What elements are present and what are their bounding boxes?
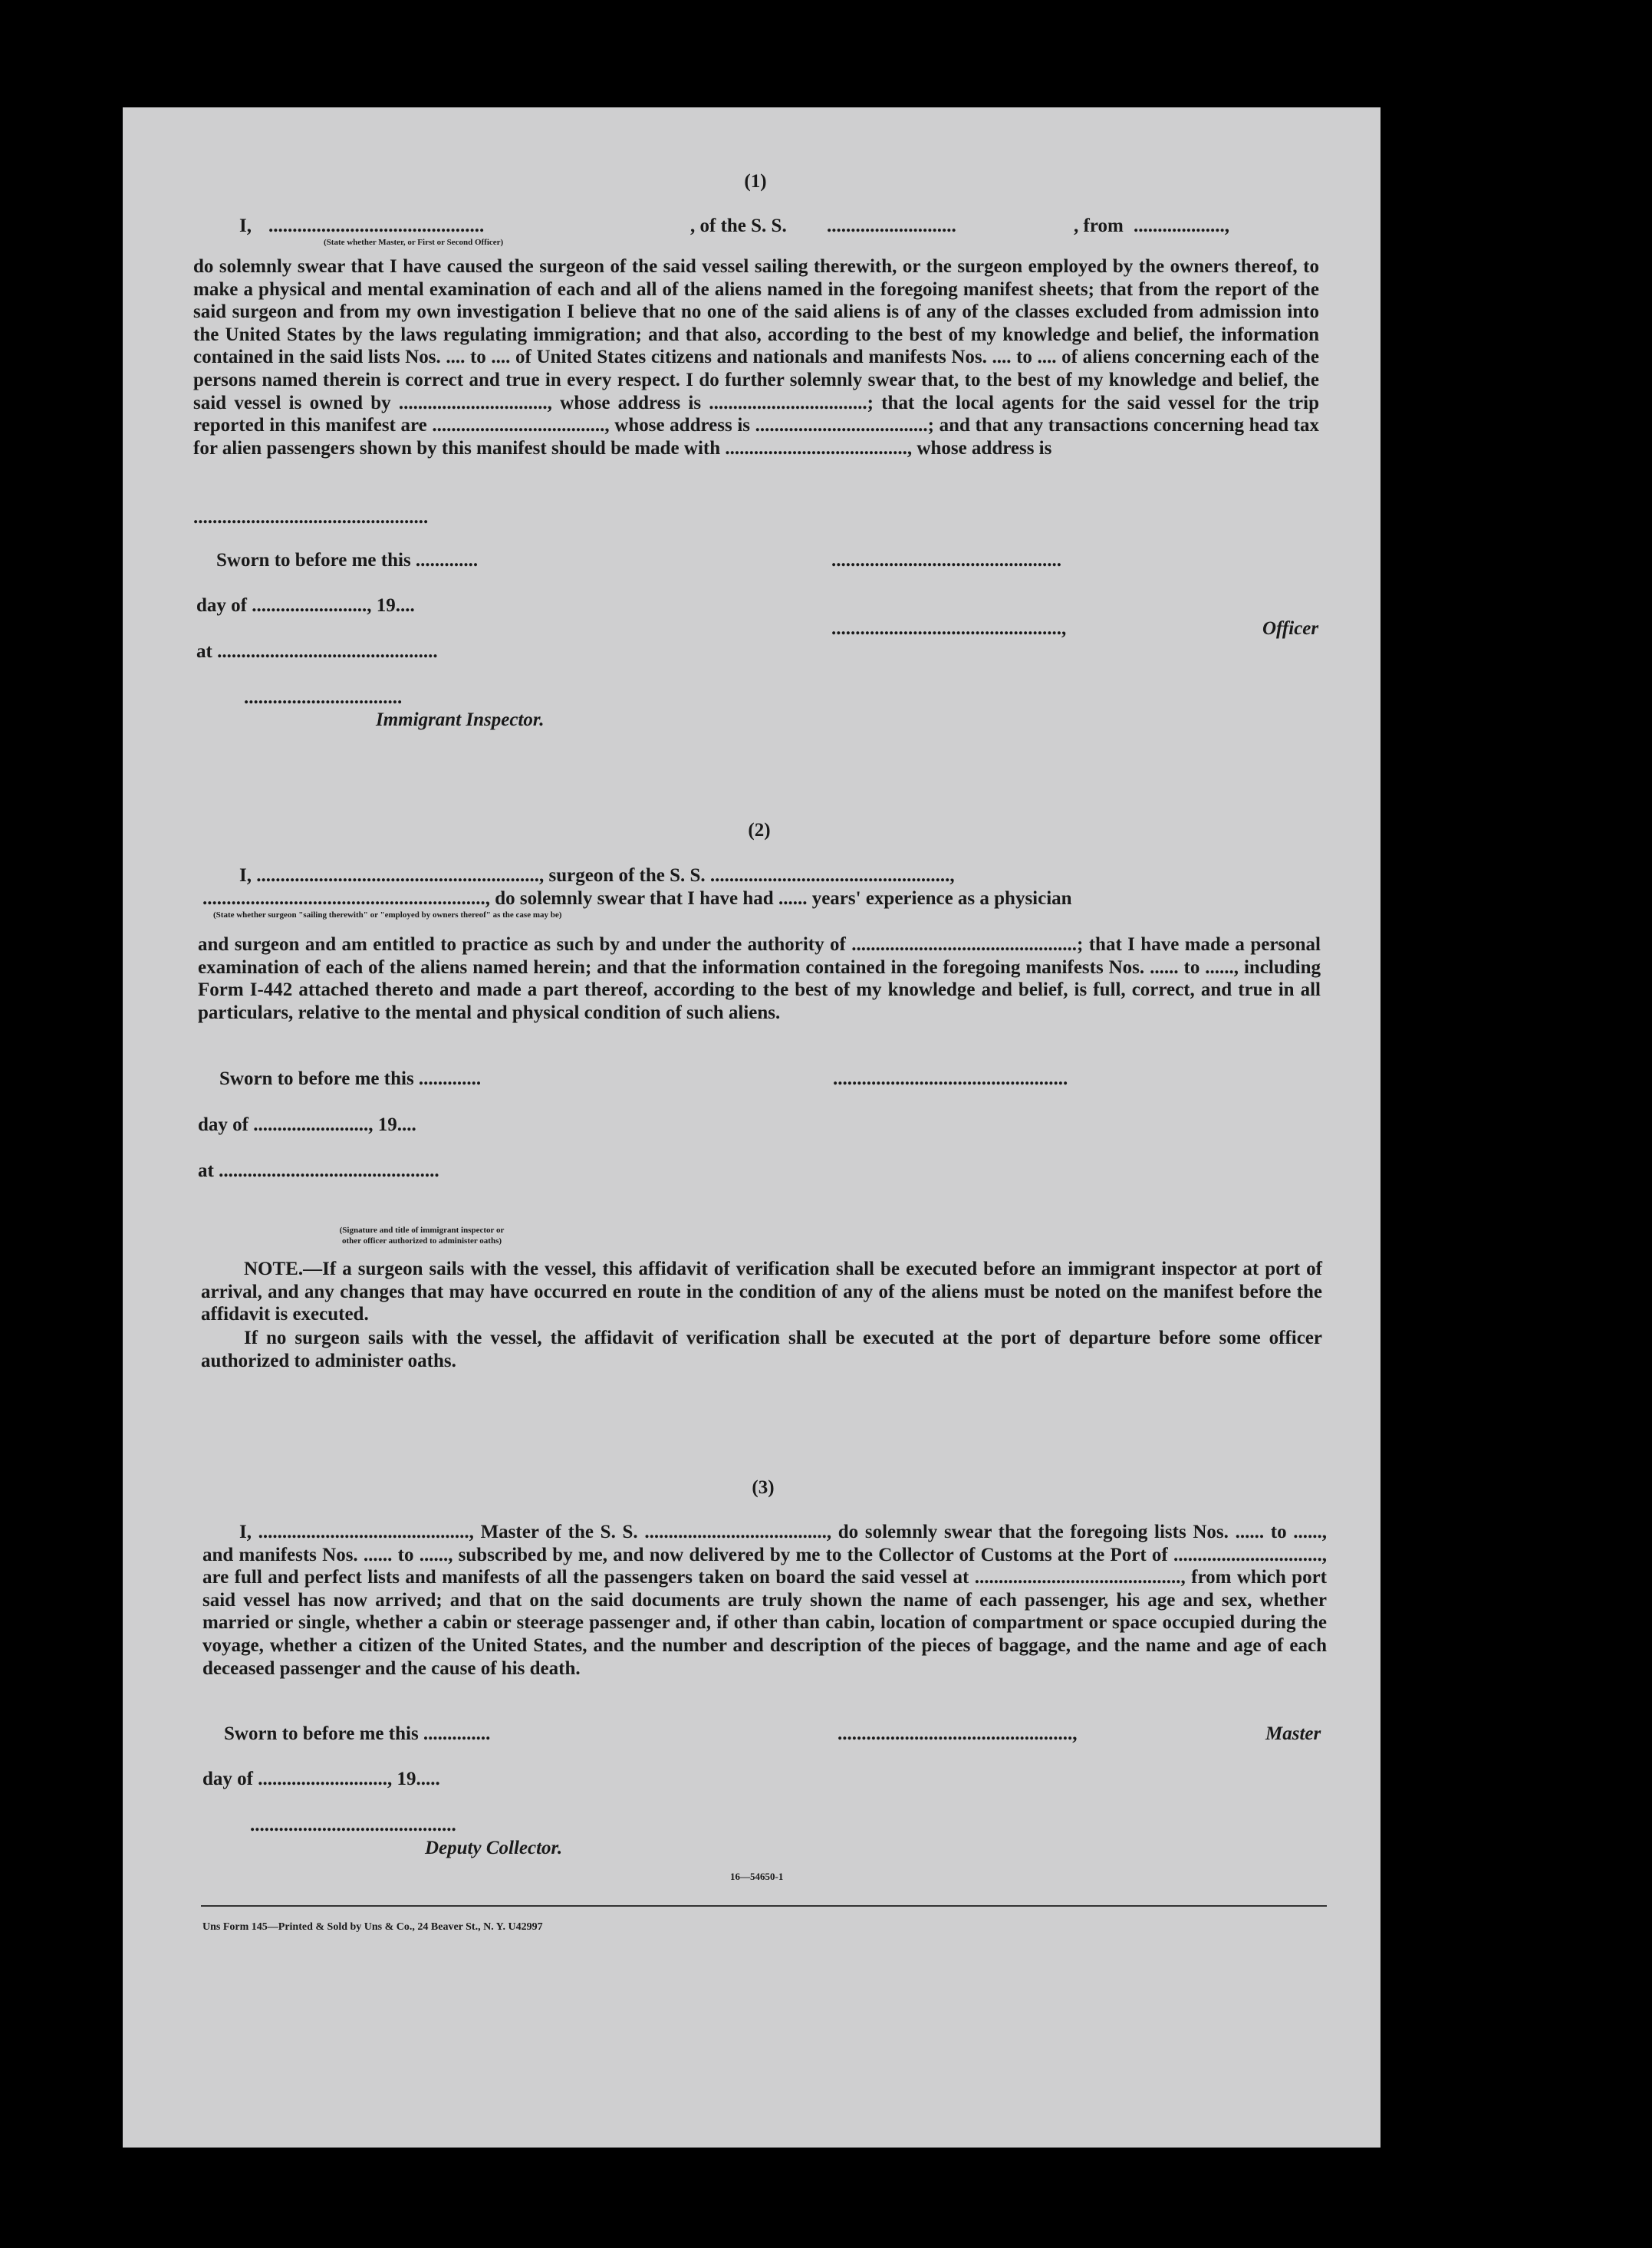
s2-inspector-note-1: (Signature and title of immigrant inspector or [339,1226,505,1235]
s1-line1-dots3: ..................., [1134,216,1229,236]
s2-note: NOTE.—If a surgeon sails with the vessel, this affidavit of verification shall be executed before an immigrant inspector at port of arrival, and any changes that may have occurred en route in the condition of any of the aliens must be noted on the manifest before the affidavit is executed. [201,1259,1322,1325]
s3-day: day of ..........................., 19..... [202,1769,440,1789]
s2-sworn: Sworn to before me this ............. [219,1068,482,1089]
s1-line1-dots2: ........................... [827,216,956,236]
punch-mark [1462,974,1483,982]
s1-body-tail: ................................................. [193,507,429,528]
s1-body: do solemnly swear that I have caused the surgeon of the said vessel sailing therewith, or the surgeon employed by the owners thereof, to make a physical and mental examination of each and all of the aliens named in the foregoing manifest sheets; that from the report of the said surgeon and from my own investigation I believe that no one of the said aliens is of any of the classes excluded from admission into the United States by the laws regulating immigration; and that also, according to the best of my knowledge and belief, the information contained in the said lists Nos. .... to .... of United States citizens and nationals and manifests Nos. .... to .... of aliens concerning each of the persons named therein is correct and true in every respect. I do further solemnly swear that, to the best of my knowledge and belief, the said vessel is owned by ..............................., whose address is .................................; that the local agents for the said vessel for the trip reported in this manifest are ...................................., whose address is ....................................; and that any transactions concerning head tax for alien passengers shown by this manifest should be made with ......................................, whose address is [193,256,1319,459]
section-3-heading: (3) [752,1477,775,1498]
binder-hole [1430,648,1465,683]
s1-day: day of ........................, 19.... [196,595,415,616]
punch-mark [1462,1279,1483,1288]
s2-note-2: If no surgeon sails with the vessel, the affidavit of verification shall be executed at the port of departure before some officer authorized to administer oaths. [201,1328,1322,1371]
s2-day: day of ........................, 19.... [198,1114,416,1135]
section-1-heading: (1) [744,171,767,192]
s1-line1-i: I, [239,216,252,236]
printer-footer: Uns Form 145—Printed & Sold by Uns & Co., 24 Beaver St., N. Y. U42997 [202,1921,543,1933]
s1-line1-ss: , of the S. S. [690,216,787,236]
s1-inspector-label: Immigrant Inspector. [376,709,545,730]
s2-line2-note: (State whether surgeon "sailing therewith" or "employed by owners thereof" as the case may be) [213,910,562,920]
binder-hole [1430,1451,1465,1486]
section-2-heading: (2) [748,820,771,841]
s1-at: at .............................................. [196,641,438,662]
form-code: 16—54650-1 [730,1871,784,1882]
s1-officer-label: Officer [1262,618,1319,639]
binder-hole [1430,2057,1465,2092]
s2-at: at .............................................. [198,1160,439,1181]
s1-line1-note: (State whether Master, or First or Second Officer) [324,238,504,247]
s1-sworn: Sworn to before me this ............. [216,550,479,571]
binder-hole [1430,1102,1465,1137]
s1-signature-dots: ................................................ [831,550,1061,571]
s3-master-dots: ................................................., [838,1723,1078,1744]
binder-hole [1430,167,1465,202]
binder-hole [1430,1576,1465,1611]
s2-signature-dots: ................................................. [833,1068,1068,1089]
s3-deputy-label: Deputy Collector. [425,1838,563,1858]
s3-body: I, ............................................, Master of the S. S. ......................................, do solemnly swear that the foregoing lists Nos. ...... to ......, and manifests Nos. ...... to ......, subscribed by me, and now delivered by me to the Collector of Customs at the Port of ..............................., are full and perfect lists and manifests of all the passengers taken on board the said vessel at ..........................................., from which port said vessel has now arrived; and that on the said documents are truly shown the name of each passenger, his age and sex, whether married or single, whether a cabin or steerage passenger and, if other than cabin, location of compartment or space occupied during the voyage, whether a citizen of the United States, and the number and description of the pieces of baggage, and the name and age of each deceased passenger and the cause of his death. [202,1522,1327,1679]
footer-rule [201,1905,1327,1907]
s1-line1-from: , from [1074,216,1124,236]
s2-inspector-note-2: other officer authorized to administer oaths) [341,1236,502,1246]
s2-line1: I, ..........................................................., surgeon of the S. S. .................................................., [239,865,955,886]
s1-inspector-dots: ................................. [244,687,403,708]
s2-line2: ..........................................................., do solemnly swear that I have had ...... years' experience as a physician [202,888,1072,909]
binder-hole [1430,291,1465,327]
s3-deputy-dots: ........................................... [250,1815,456,1835]
s3-master-label: Master [1265,1723,1321,1744]
s2-body: and surgeon and am entitled to practice as such by and under the authority of ...............................................; that I have made a personal examination of each of the aliens named herein; and that the information contained in the foregoing manifests Nos. ...... to ......, including Form I-442 attached thereto and made a part thereof, according to the best of my knowledge and belief, is full, correct, and true in all particulars, relative to the mental and physical condition of such aliens. [198,934,1321,1023]
binder-hole [1430,1908,1465,1944]
s1-line1-dots1: ............................................. [268,216,485,236]
s1-officer-dots: ................................................, [831,618,1067,639]
s3-sworn: Sworn to before me this .............. [224,1723,491,1744]
binder-hole [1430,775,1465,810]
